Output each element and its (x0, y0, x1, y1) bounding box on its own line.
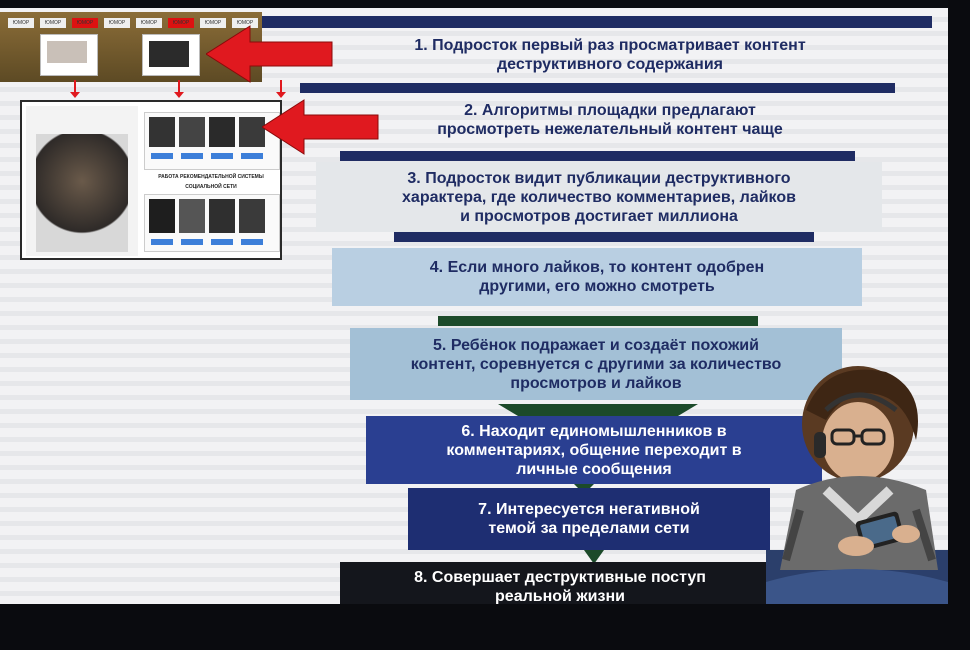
teen-with-phone-illustration (766, 350, 948, 604)
video-grid (144, 194, 280, 252)
step-1: 1. Подросток первый раз просматривает контент деструктивного содержания (414, 37, 806, 73)
humor-chip: ЮМОР (8, 18, 34, 28)
step-7: 7. Интересуется негативной темой за пределами сети (408, 488, 770, 550)
slide (0, 8, 948, 604)
profile-collage (26, 106, 138, 256)
divider-bar (438, 316, 758, 326)
panel-caption: РАБОТА РЕКОМЕНДАТЕЛЬНОЙ СИСТЕМЫ СОЦИАЛЬНОЙ СЕТИ (158, 174, 264, 190)
step-2: 2. Алгоритмы площадки предлагают просмотреть нежелательный контент чаще (437, 102, 783, 138)
humor-chip: ЮМОР (104, 18, 130, 28)
humor-chip: ЮМОР (232, 18, 258, 28)
step-3: 3. Подросток видит публикации деструктивного характера, где количество комментариев, лайков и просмотров достигает миллиона (316, 162, 882, 232)
recommendation-panel (20, 100, 282, 260)
divider-bar (394, 232, 814, 242)
funnel-divider (498, 404, 698, 416)
humor-chip: ЮМОР (168, 18, 194, 28)
humor-chip: ЮМОР (136, 18, 162, 28)
step-5: 5. Ребёнок подражает и создаёт похожий контент, соревнуется с другими за количество просмотров и лайков (350, 328, 842, 400)
video-thumbnail (40, 34, 98, 76)
monitor-bezel (0, 604, 970, 650)
video-thumbnail (142, 34, 200, 76)
monitor-bezel (948, 0, 970, 650)
divider-bar (340, 151, 855, 161)
step-4: 4. Если много лайков, то контент одобрен другими, его можно смотреть (332, 248, 862, 306)
humor-chip: ЮМОР (72, 18, 98, 28)
step-6: 6. Находит единомышленников в комментариях, общение переходит в личные сообщения (366, 416, 822, 484)
divider-bar (300, 83, 895, 93)
divider-bar (262, 16, 932, 28)
humor-chip: ЮМОР (40, 18, 66, 28)
red-arrow-icon (206, 24, 336, 84)
video-grid (144, 112, 280, 170)
step-8: 8. Совершает деструктивные поступ реальной жизни (340, 562, 780, 604)
humor-chip: ЮМОР (200, 18, 226, 28)
